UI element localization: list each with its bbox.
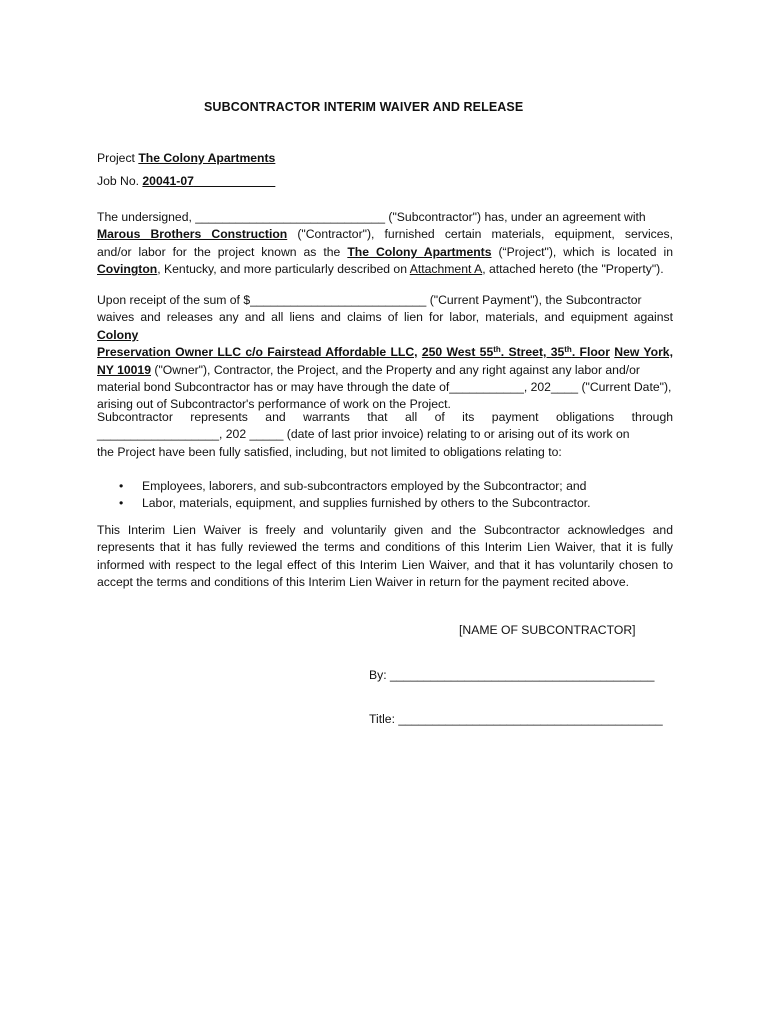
city-name: Covington xyxy=(97,262,158,277)
project-name: The Colony Apartments xyxy=(138,151,276,165)
owner-name-start: Colony xyxy=(97,327,139,342)
p1-line-1: The undersigned, ____________________________ ("Subcontractor") has, under an agreement with xyxy=(97,210,646,224)
project-line xyxy=(97,150,275,168)
p2-line-2: waives and releases any and all liens and claims of lien for labor, materials, and equipment against Colony xyxy=(97,310,673,342)
p4-line-1: This Interim Lien Waiver is freely and voluntarily given and the Subcontractor acknowledges and xyxy=(97,523,673,537)
owner-name: Preservation Owner LLC c/o Fairstead Affordable LLC, xyxy=(97,345,418,360)
bullet-icon: • xyxy=(119,479,124,493)
p3-line-3: the Project have been fully satisfied, including, but not limited to obligations relating to: xyxy=(97,444,562,459)
list-item xyxy=(97,495,591,512)
p1-line-4: Covington, Kentucky, and more particularly described on Attachment A, attached hereto (the "Property"). xyxy=(97,262,664,277)
p4-line-4: accept the terms and conditions of this Interim Lien Waiver in return for the payment recited above. xyxy=(97,575,630,590)
owner-address: 250 West 55th. Street, 35th. Floor xyxy=(421,345,610,360)
contractor-name: Marous Brothers Construction xyxy=(97,227,288,242)
list-item-text: Labor, materials, equipment, and supplies furnished by others to the Subcontractor. xyxy=(142,496,591,511)
owner-city: New York, xyxy=(614,345,673,360)
subcontractor-name-placeholder: [NAME OF SUBCONTRACTOR] xyxy=(459,623,636,637)
p2-line-1: Upon receipt of the sum of $__________________________ ("Current Payment"), the Subcontractor xyxy=(97,293,642,307)
agreement-paragraph xyxy=(97,209,673,279)
p2-line-4: NY 10019 ("Owner"), Contractor, the Project, and the Property and any right against any labor and/or xyxy=(97,362,640,377)
owner-zip: NY 10019 xyxy=(97,362,151,377)
document-title: SUBCONTRACTOR INTERIM WAIVER AND RELEASE xyxy=(204,100,524,114)
project-label: Project xyxy=(97,151,135,165)
signature-title-line[interactable]: Title: _______________________________________ xyxy=(369,712,663,726)
list-item-text: Employees, laborers, and sub-subcontractors employed by the Subcontractor; and xyxy=(142,479,587,493)
representation-paragraph xyxy=(97,409,673,461)
obligation-list xyxy=(97,478,591,513)
bullet-icon: • xyxy=(119,496,124,511)
p2-line-6: arising out of Subcontractor's performance of work on the Project. xyxy=(97,397,451,412)
p4-line-3: informed with respect to the legal effect of this Interim Lien Waiver, and that it has voluntarily chosen to xyxy=(97,557,673,572)
p1-line-2: Marous Brothers Construction ("Contractor"), furnished certain materials, equipment, services, xyxy=(97,227,674,242)
p4-line-2: represents that it has fully reviewed the terms and conditions of this Interim Lien Waiver, that it is fully xyxy=(97,540,673,555)
p2-line-5: material bond Subcontractor has or may have through the date of___________, 202____ ("Current Date"), xyxy=(97,380,672,395)
p3-line-1: Subcontractor represents and warrants that all of its payment obligations through xyxy=(97,410,673,424)
p1-line-3: and/or labor for the project known as the The Colony Apartments (“Project"), which is located in xyxy=(97,244,673,259)
list-item xyxy=(97,478,591,495)
p2-line-3 xyxy=(97,344,673,361)
waiver-paragraph xyxy=(97,522,673,592)
job-number-line xyxy=(97,173,275,191)
job-number: 20041-07____________ xyxy=(142,174,276,188)
p3-line-2: __________________, 202 _____ (date of last prior invoice) relating to or arising out of its work on xyxy=(97,427,630,442)
project-name-inline: The Colony Apartments xyxy=(347,244,492,259)
job-label: Job No. xyxy=(97,174,140,188)
payment-paragraph xyxy=(97,292,673,414)
attachment-ref: Attachment A xyxy=(409,262,483,277)
signature-by-line[interactable]: By: _______________________________________ xyxy=(369,668,655,682)
